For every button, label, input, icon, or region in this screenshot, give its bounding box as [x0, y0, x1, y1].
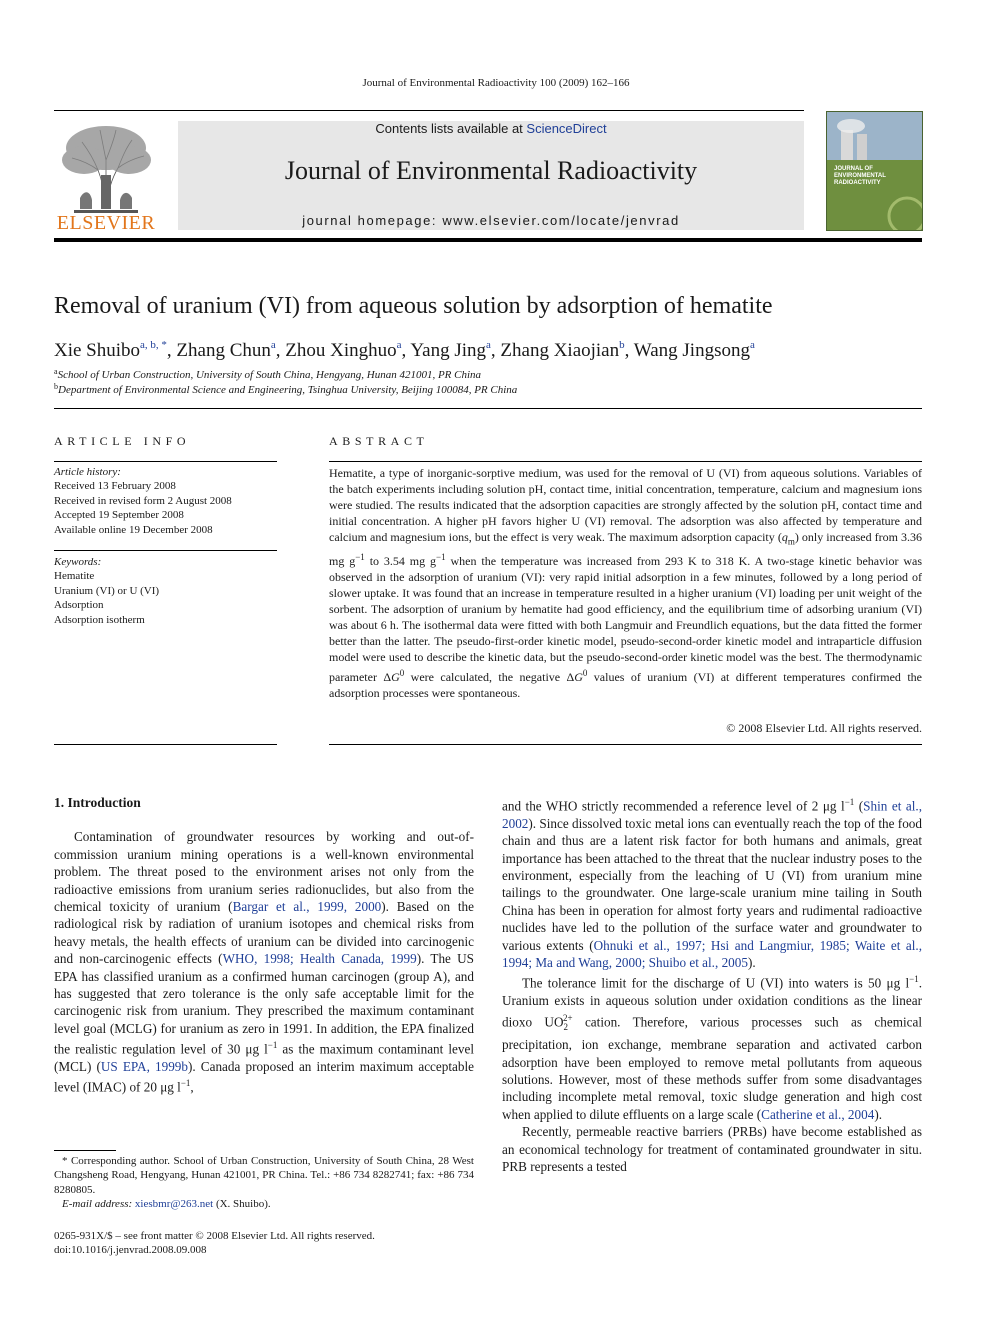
footnote-text: Corresponding author. School of Urban Construction, University of South China, 28 West Changsheng Road, Hengyang, Hunan 421001, PR China. Tel.: +86 734 8282741; fax: +86 734 8280805. — [54, 1155, 474, 1196]
cover-title-line: ENVIRONMENTAL — [834, 173, 886, 179]
keyword: Adsorption — [54, 599, 104, 612]
body-column-left — [54, 794, 474, 1096]
cover-title-line: JOURNAL OF — [834, 166, 873, 172]
citation-link[interactable]: WHO, 1998; Health Canada, 1999 — [222, 951, 417, 967]
sciencedirect-link[interactable]: ScienceDirect — [526, 121, 607, 136]
footnote-rule — [54, 1150, 116, 1151]
email-label: E-mail address: — [62, 1198, 133, 1211]
header-rule — [54, 408, 922, 409]
author-name[interactable]: Wang Jingsong — [633, 340, 750, 361]
author-name[interactable]: Zhou Xinghuo — [285, 340, 397, 361]
body-column-right — [502, 794, 922, 1175]
cover-title-line: RADIOACTIVITY — [834, 180, 881, 186]
keyword: Hematite — [54, 570, 95, 583]
doi-line[interactable]: doi:10.1016/j.jenvrad.2008.09.008 — [54, 1244, 207, 1257]
journal-homepage-link[interactable]: journal homepage: www.elsevier.com/locate/jenvrad — [302, 213, 680, 228]
citation-link[interactable]: Ohnuki et al., 1997; Hsi and Langmiur, 1985; Waite et al., 1994; Ma and Wang, 2000; Shuibo et al., 2005 — [502, 937, 922, 971]
citation-link[interactable]: US EPA, 1999b — [100, 1059, 188, 1075]
affiliation-text: Department of Environmental Science and Engineering, Tsinghua University, Beijing 100084, PR China — [58, 384, 518, 396]
page-footer — [54, 1229, 474, 1258]
contents-availability-line — [178, 121, 804, 136]
abstract-text: Hematite, a type of inorganic-sorptive medium, was used for the removal of U (VI) from aqueous solutions. Variables of the batch experiments including solution pH, contact time, initial concentration, temperature, calcium and magnesium ions were studied. The results indicated that the adsorption capacities are strongly affected by the solution pH, contact time and initial concentration. A higher pH favors higher U (VI) removal. The adsorption was also affected by temperature and calcium and magnesium ions, but the effect is very weak. The maximum adsorption capacity $(q_m)$ only increased from 3.36 mg $g^{-1}$ to 3.54 mg $g^{-1}$ when the temperature was increased from 293 K to 318 K. A two-stage kinetic behavior was observed in the adsorption of uranium (VI): very rapid initial adsorption in a few minutes, followed by a long period of slower uptake. It was found that an increase in temperature resulted in a higher uranium (VI) loading per unit weight of the sorbent. The adsorption of uranium by hematite had good efficiency, and the equilibrium time of adsorbing uranium (VI) was about 6 h. The isothermal data were fitted with both Langmuir and Freundlich equations, but the data fitted the former better than the latter. The pseudo-first-order kinetic model, pseudo-second-order kinetic model and intraparticle diffusion model were used to describe the kinetic data, but the pseudo-second-order kinetic model was the best. The thermodynamic parameter $\Delta G^0$ were calculated, the negative $\Delta G^0$ values of uranium (VI) at different temperatures confirmed the adsorption processes were spontaneous. — [329, 466, 923, 701]
publisher-wordmark: ELSEVIER — [56, 212, 156, 234]
affiliation-text: School of Urban Construction, University of South China, Hengyang, Hunan 421001, PR China — [57, 369, 482, 381]
article-info-rule — [54, 461, 277, 462]
article-info-rule — [54, 744, 277, 745]
author-affiliation-mark[interactable]: a — [749, 339, 755, 351]
footnote-mark: * — [62, 1155, 68, 1167]
history-item: Received 13 February 2008 — [54, 480, 176, 493]
keywords-heading: Keywords: — [54, 556, 102, 568]
author-affiliation-mark[interactable]: a — [396, 339, 402, 351]
keyword: Uranium (VI) or U (VI) — [54, 584, 160, 597]
author-list: Xie Shuibo$^{a, b, *}$, Zhang Chun$^a$, Zhou Xinghuo$^a$, Yang Jing$^a$, Zhang Xiaojian$^b$, Wang Jingsong$^a$ — [54, 339, 755, 361]
author-name[interactable]: Zhang Xiaojian — [500, 340, 620, 361]
email-owner: (X. Shuibo). — [213, 1198, 271, 1211]
author-name[interactable]: Yang Jing — [410, 340, 487, 361]
citation-link[interactable]: Bargar et al., 1999, 2000 — [232, 899, 382, 915]
author-affiliation-mark[interactable]: b — [619, 339, 625, 351]
abstract-label: ABSTRACT — [329, 434, 429, 448]
contents-prefix: Contents lists available at — [375, 121, 527, 136]
article-info-label: ARTICLE INFO — [54, 434, 191, 448]
citation-link[interactable]: Shin et al., 2002 — [502, 798, 922, 831]
author-affiliation-mark[interactable]: a — [270, 339, 276, 351]
author-name[interactable]: Xie Shuibo — [54, 340, 141, 361]
running-head: Journal of Environmental Radioactivity 100 (2009) 162–166 — [362, 77, 630, 89]
masthead-bottom-rule — [54, 238, 922, 242]
history-item: Accepted 19 September 2008 — [54, 509, 184, 522]
article-title: Removal of uranium (VI) from aqueous solution by adsorption of hematite — [54, 293, 773, 319]
article-history — [54, 465, 277, 537]
section-heading: 1. Introduction — [54, 795, 141, 810]
issn-line: 0265-931X/$ – see front matter © 2008 Elsevier Ltd. All rights reserved. — [54, 1230, 375, 1242]
article-history-heading: Article history: — [54, 466, 121, 478]
body-paragraph: and the WHO strictly recommended a reference level of 2 μg $l^{-1}$ (Shin et al., 2002). Since dissolved toxic metal ions can eventually reach the top of the food chain and thus are a latent risk factor for both humans and animals, great importance has been attached to the threat that the nuclear industry poses to the environment, especially from the leaching of U (VI) from uranium mine tailings to the groundwater. One large-scale uranium mine tailing in South China has been in operation for almost forty years and rudimental radioactive nuclides have led to the pollution of the surface water and groundwater to various extents (Ohnuki et al., 1997; Hsi and Langmiur, 1985; Waite et al., 1994; Ma and Wang, 2000; Shuibo et al., 2005). — [502, 797, 922, 971]
email-link[interactable]: xiesbmr@263.net — [134, 1198, 214, 1211]
body-paragraph: The tolerance limit for the discharge of U (VI) into waters is 50 μg $l^{-1}$. Uranium exists in aqueous solution under oxidation conditions as the linear dioxo $UO_2^{2+}$ cation. Therefore, various processes such as chemical precipitation, ion exchange, membrane separation and activated carbon adsorption have been employed to remove metal pollutants from aqueous solutions. However, most of these methods suffer from some disadvantages including incomplete metal removal, toxic sludge generation and high cost when applied to dilute effluents on a large scale (Catherine et al., 2004). — [502, 974, 922, 1122]
keyword: Adsorption isotherm — [54, 613, 145, 626]
affiliation — [54, 380, 924, 397]
author-affiliation-mark[interactable]: a, b, * — [140, 339, 167, 351]
author-name[interactable]: Zhang Chun — [176, 340, 271, 361]
citation-link[interactable]: Catherine et al., 2004 — [761, 1106, 875, 1122]
corresponding-author-footnote — [54, 1154, 474, 1212]
journal-title: Journal of Environmental Radioactivity — [284, 156, 698, 185]
body-paragraph: Recently, permeable reactive barriers (PRBs) have become established as an economical technology for treatment of contaminated groundwater in situ. PRB represents a tested — [502, 1124, 922, 1174]
author-affiliation-mark[interactable]: a — [486, 339, 491, 351]
abstract-copyright: © 2008 Elsevier Ltd. All rights reserved. — [726, 721, 922, 735]
journal-cover-thumbnail — [826, 111, 923, 231]
article-info-rule — [54, 550, 277, 551]
abstract-rule — [329, 744, 922, 745]
affiliation-mark: a — [54, 367, 58, 376]
journal-banner — [178, 121, 804, 230]
masthead-top-rule — [54, 110, 804, 111]
keywords — [54, 555, 277, 627]
abstract-rule — [329, 461, 922, 462]
history-item: Available online 19 December 2008 — [54, 523, 213, 536]
affiliation-mark: b — [54, 382, 58, 391]
body-paragraph: Contamination of groundwater resources by working and out-of-commission uranium mining operations is a well-known environmental problem. The threat posed to the environment arises not only from the radioactive emissions from uranium series radionuclides, but also from the chemical toxicity of uranium (Bargar et al., 1999, 2000). Based on the radiological risk by radiation of uranium isotopes and chemical risks from heavy metals, the health effects of uranium can be divided into carcinogenic and non-carcinogenic effects (WHO, 1998; Health Canada, 1999). The US EPA has classified uranium as a confirmed human carcinogen (group A), and has suggested that zero tolerance is the only safe acceptable limit for the carcinogenic risk from uranium. They prescribed the maximum contaminant level goal (MCLG) for uranium as zero in 1991. In addition, the EPA finalized the realistic regulation level of 30 μg $l^{-1}$ as the maximum contaminant level (MCL) (US EPA, 1999b). Canada proposed an interim maximum acceptable level (IMAC) of 20 μg $l^{-1}$, — [54, 829, 474, 1095]
history-item: Received in revised form 2 August 2008 — [54, 494, 232, 507]
